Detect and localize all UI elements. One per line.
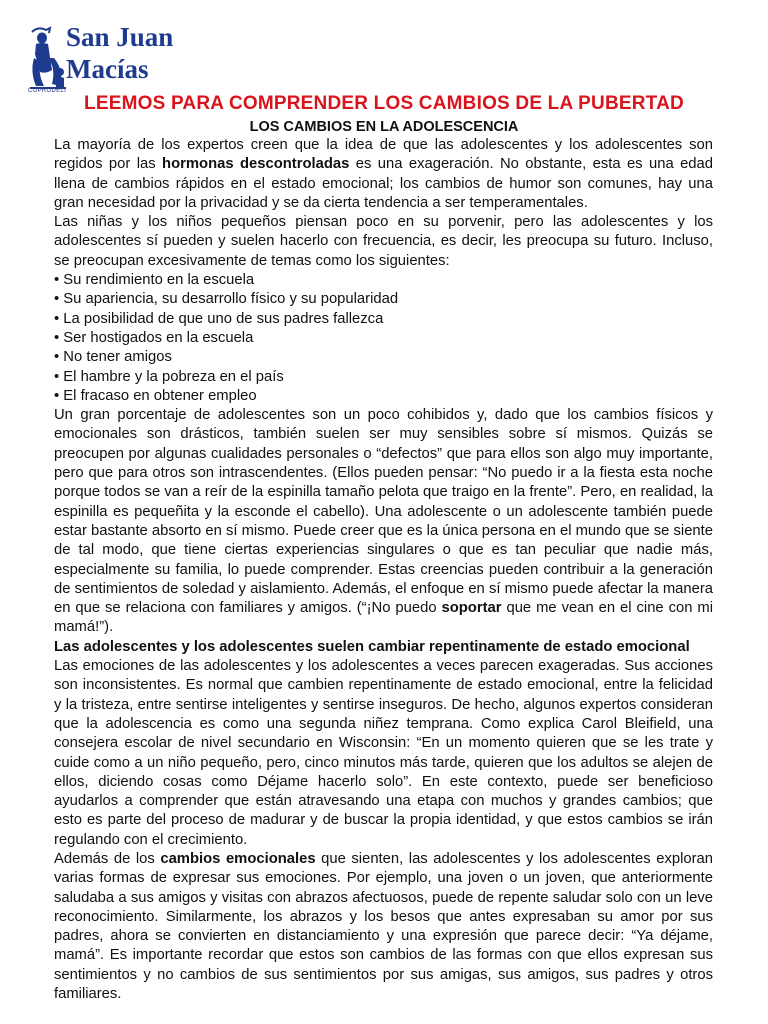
list-item: • La posibilidad de que uno de sus padres fallezca [54,310,713,329]
section-title: LOS CAMBIOS EN LA ADOLESCENCIA [249,119,519,135]
concerns-list [54,271,713,406]
saint-figure-icon [26,24,70,94]
logo [26,22,174,96]
list-item: • El hambre y la pobreza en el país [54,368,713,387]
page-title: LEEMOS PARA COMPRENDER LOS CAMBIOS DE LA PUBERTAD [84,93,684,114]
paragraph-1-text-b: es una exageración. No obstante, esta es una edad llena de cambios rápidos en el estado emocional; los cambios de humor son comunes, hay una gran necesidad por la privacidad y se da cierta tendencia a ser temperamentales. [54,156,713,211]
list-item: • Ser hostigados en la escuela [54,329,713,348]
list-item: • El fracaso en obtener empleo [54,387,713,406]
logo-name-line1: San Juan [66,22,174,52]
paragraph-5-bold: cambios emocionales [160,850,316,867]
document-body [54,136,713,1004]
paragraph-3-bold: soportar [441,600,502,617]
paragraph-1 [54,136,713,213]
section-heading: Las adolescentes y los adolescentes suelen cambiar repentinamente de estado emocional [54,638,690,655]
paragraph-2: Las niñas y los niños pequeños piensan poco en su porvenir, pero las adolescentes y los adolescentes sí pueden y suelen hacerlo con frecuencia, es decir, les preocupa su futuro. Incluso, se preocupan excesivamente de temas como los siguientes: [54,214,713,269]
paragraph-3-text-b: que me vean en el cine con mi mamá!”). [54,600,714,636]
paragraph-4: Las emociones de las adolescentes y los adolescentes a veces parecen exageradas. Sus acciones son inconsistentes. Es normal que cambien repentinamente de estado emocional, entre la felicidad y la tristeza, entre sentirse inteligentes y sentirse inseguros. De hecho, algunos expertos consideran que la adolescencia es como una segunda niñez temprana. Como explica Carol Bleifield, una consejera escolar de nivel secundario en Wisconsin: “En un momento quieren que se les trate y cuide como a un niño pequeño, pero, cinco minutos más tarde, quieren que los adultos se alejen de ellos, diciendo cosas como Déjame hacerlo solo”. En este contexto, puede ser beneficioso ayudarlos a comprender que están atravesando una etapa con muchos y grandes cambios; que esto es parte del proceso de madurar y de buscar la propia identidad, y que estos cambios se irán regulando con el crecimiento. [54,658,713,848]
list-item: • Su apariencia, su desarrollo físico y su popularidad [54,290,713,309]
list-item: • Su rendimiento en la escuela [54,271,713,290]
paragraph-1-text-a: La mayoría de los expertos creen que la idea de que las adolescentes y los adolescentes son regidos por las [54,137,713,173]
logo-name-line2: Macías [66,54,149,84]
logo-subtext: COPRODELI [28,88,67,94]
paragraph-5 [54,850,713,1004]
paragraph-3-text-a: Un gran porcentaje de adolescentes son un poco cohibidos y, dado que los cambios físicos y emocionales son drásticos, también suelen ser muy sensibles sobre sí mismos. Quizás se preocupen por algunas cualidades personales o “defectos” que para ellos son algo muy importante, pero que para otros son intrascendentes. (Ellos pueden pensar: “No puedo ir a la fiesta esta noche porque todos se van a reír de la espinilla tamaño pelota que traigo en la frente”. Pero, en realidad, la espinilla es pequeñita y la esconde el cabello). Una adolescente o un adolescente también puede estar bastante absorto en sí mismo. Puede creer que es la única persona en el mundo que se siente de tal modo, que tiene ciertas experiencias singulares o que es tan peculiar que nadie más, especialmente su familia, lo puede comprender. Estas creencias pueden contribuir a la generación de sentimientos de soledad y aislamiento. Además, el enfoque en sí mismo puede afectar la manera en que se relaciona con familiares y amigos. (“¡No puedo [54,407,713,617]
paragraph-3 [54,406,713,638]
list-item: • No tener amigos [54,348,713,367]
paragraph-1-bold: hormonas descontroladas [162,156,350,173]
paragraph-5-text-b: que sienten, las adolescentes y los adolescentes exploran varias formas de expresar sus emociones. Por ejemplo, una joven o un joven, que anteriormente saludaba a sus amigos y visitas con abrazos afectuosos, puede de repente saludar solo con un leve reconocimiento. Similarmente, los abrazos y los besos que antes expresaban su amor por sus padres, ahora se convierten en distanciamiento y una expresión que parece decir: “Ya déjame, mamá”. Es importante recordar que estos son cambios de las formas con que ellos expresan sus sentimientos y no cambios de sus sentimientos por sus amigas, sus amigos, sus padres y otros familiares. [54,850,713,1003]
paragraph-5-text-a: Además de los [54,850,161,867]
